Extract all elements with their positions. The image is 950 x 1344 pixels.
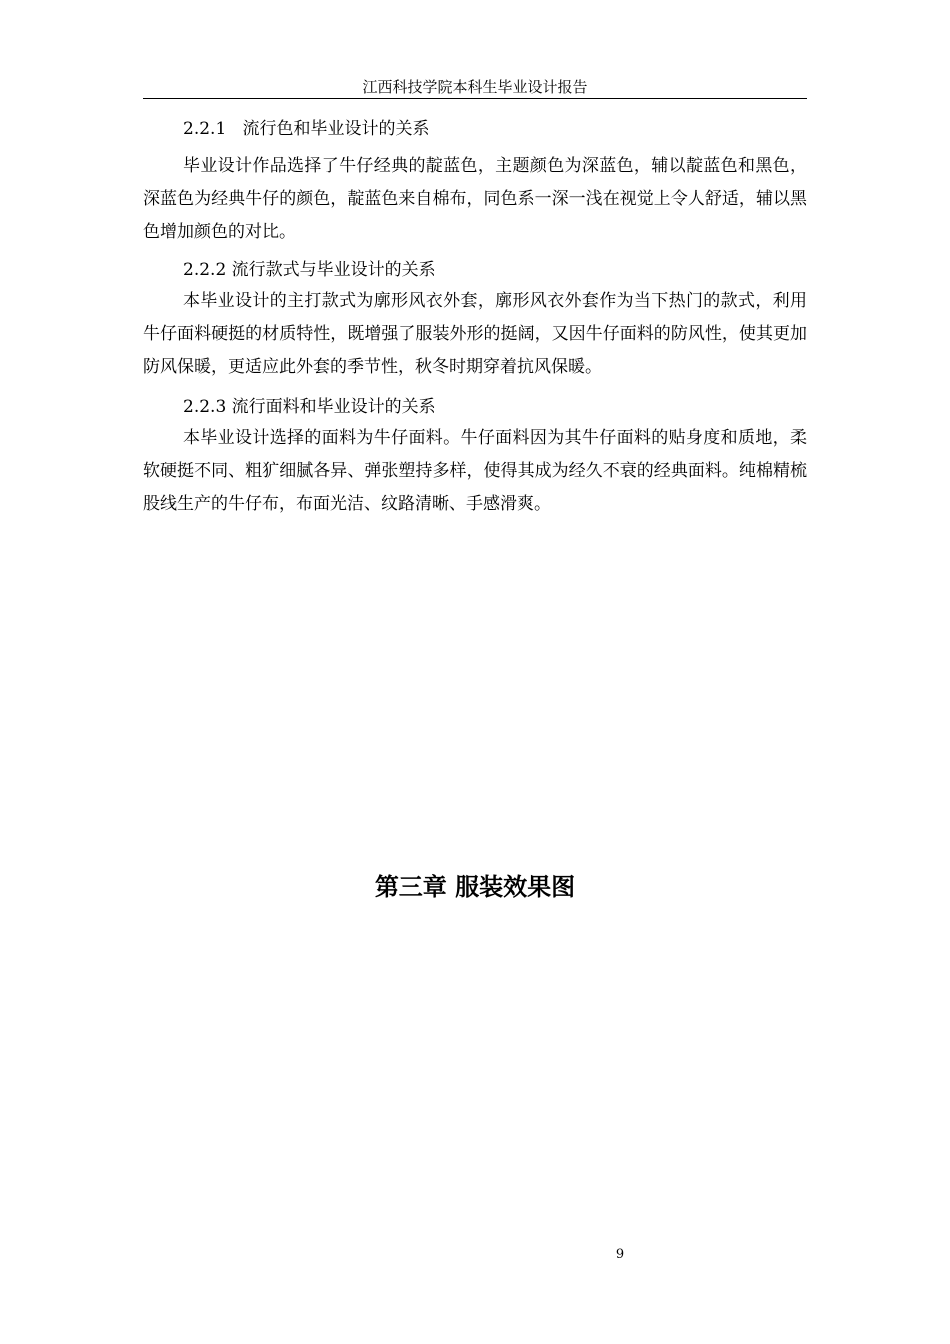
section-paragraph-2-2-2: 本毕业设计的主打款式为廓形风衣外套，廓形风衣外套作为当下热门的款式，利用牛仔面料硬挺的材质特性，既增强了服装外形的挺阔，又因牛仔面料的防风性，使其更加防风保暖，更适应此外套的季节性，秋冬时期穿着抗风保暖。 xyxy=(143,291,807,377)
page-header-title: 江西科技学院本科生毕业设计报告 xyxy=(362,78,588,96)
page-number: 9 xyxy=(615,1247,625,1262)
header-divider xyxy=(143,98,807,99)
section-paragraph-2-2-3: 本毕业设计选择的面料为牛仔面料。牛仔面料因为其牛仔面料的贴身度和质地，柔软硬挺不同、粗犷细腻各异、弹张塑持多样，使得其成为经久不衰的经典面料。纯棉精梳股线生产的牛仔布，布面光洁、纹路清晰、手感滑爽。 xyxy=(143,428,807,514)
document-body xyxy=(143,114,807,521)
section-heading-2-2-2: 2.2.2 流行款式与毕业设计的关系 xyxy=(183,260,436,280)
section-heading-2-2-1: 2.2.1 流行色和毕业设计的关系 xyxy=(183,119,430,139)
section-heading-2-2-3: 2.2.3 流行面料和毕业设计的关系 xyxy=(183,397,436,417)
section-paragraph-2-2-1: 毕业设计作品选择了牛仔经典的靛蓝色，主题颜色为深蓝色，辅以靛蓝色和黑色，深蓝色为经典牛仔的颜色，靛蓝色来自棉布，同色系一深一浅在视觉上令人舒适，辅以黑色增加颜色的对比。 xyxy=(143,156,807,242)
chapter-title: 第三章 服装效果图 xyxy=(374,873,576,901)
